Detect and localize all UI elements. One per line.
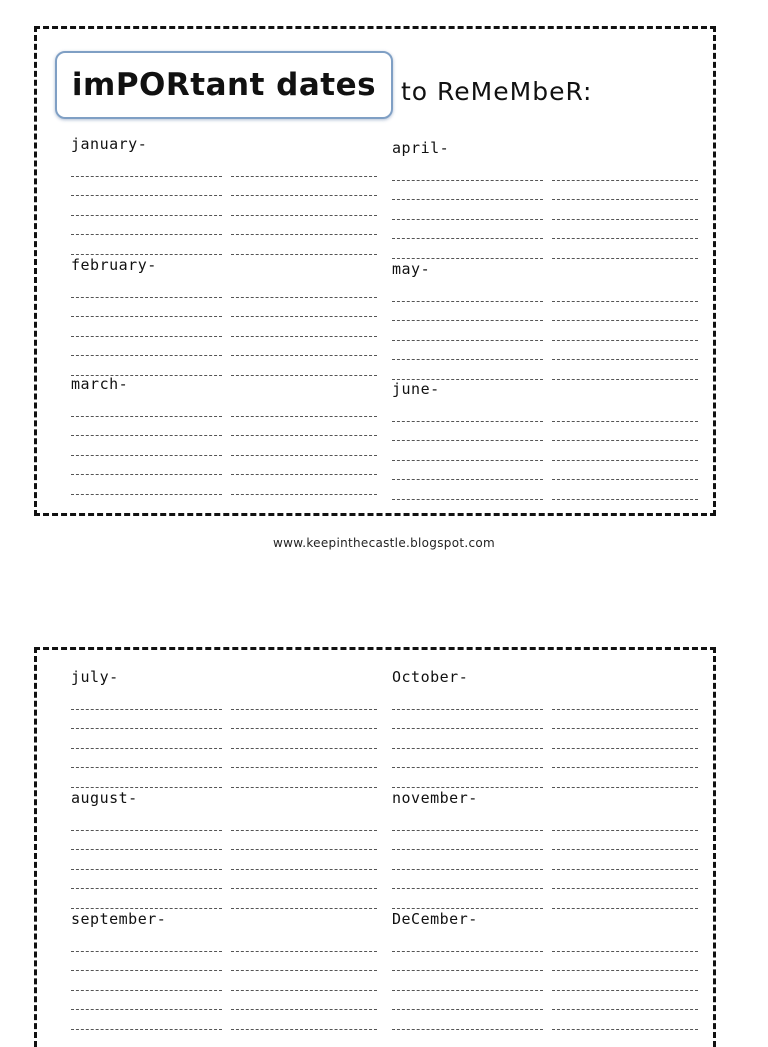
writing-lines <box>392 932 702 1030</box>
writing-lines <box>71 932 381 1030</box>
writing-line-row <box>392 710 702 730</box>
writing-line-row <box>71 889 381 909</box>
writing-line-row <box>71 216 381 236</box>
month-block-april <box>392 139 702 259</box>
month-label-june: june- <box>392 380 440 398</box>
writing-line <box>392 499 543 500</box>
writing-line <box>231 494 377 495</box>
writing-line-row <box>392 1010 702 1030</box>
page-title: imPORtant dates <box>71 67 377 103</box>
footer-url: www.keepinthecastle.blogspot.com <box>272 536 495 550</box>
writing-line-row <box>392 341 702 361</box>
writing-lines <box>392 161 702 259</box>
writing-lines <box>392 282 702 380</box>
writing-line-row <box>392 480 702 500</box>
writing-line-row <box>392 461 702 481</box>
writing-line <box>392 258 543 259</box>
writing-line <box>71 908 222 909</box>
writing-line-row <box>392 952 702 972</box>
month-block-february <box>71 256 381 376</box>
writing-line-row <box>392 729 702 749</box>
writing-line-row <box>71 436 381 456</box>
writing-line <box>552 499 698 500</box>
writing-line-row <box>71 157 381 177</box>
writing-line <box>71 787 222 788</box>
writing-line <box>71 1029 222 1030</box>
writing-line <box>552 908 698 909</box>
writing-line-row <box>392 200 702 220</box>
writing-line <box>71 494 222 495</box>
writing-line-row <box>71 337 381 357</box>
writing-line-row <box>71 710 381 730</box>
writing-line-row <box>71 870 381 890</box>
month-block-may <box>392 260 702 380</box>
writing-line-row <box>71 729 381 749</box>
month-block-july <box>71 668 381 788</box>
writing-line <box>552 787 698 788</box>
month-block-march <box>71 375 381 495</box>
writing-line-row <box>392 402 702 422</box>
writing-line-row <box>71 235 381 255</box>
writing-lines <box>71 397 381 495</box>
month-block-september <box>71 910 381 1030</box>
writing-line-row <box>392 220 702 240</box>
writing-line-row <box>71 971 381 991</box>
writing-lines <box>392 402 702 500</box>
writing-lines <box>71 811 381 909</box>
writing-lines <box>71 690 381 788</box>
writing-line <box>71 254 222 255</box>
writing-line-row <box>392 690 702 710</box>
writing-line-row <box>71 831 381 851</box>
writing-line-row <box>392 161 702 181</box>
writing-line <box>392 787 543 788</box>
writing-line-row <box>71 768 381 788</box>
writing-line-row <box>392 850 702 870</box>
writing-line <box>231 787 377 788</box>
writing-line-row <box>71 690 381 710</box>
month-block-december <box>392 910 702 1030</box>
month-label-november: november- <box>392 789 478 807</box>
writing-line-row <box>71 811 381 831</box>
writing-line <box>552 1029 698 1030</box>
writing-line-row <box>392 768 702 788</box>
writing-line-row <box>71 298 381 318</box>
title-box <box>55 51 393 119</box>
month-label-december: DeCember- <box>392 910 478 928</box>
writing-lines <box>392 690 702 788</box>
writing-line-row <box>71 850 381 870</box>
writing-line <box>552 258 698 259</box>
writing-line-row <box>71 177 381 197</box>
writing-line-row <box>71 317 381 337</box>
writing-line-row <box>71 356 381 376</box>
month-label-march: march- <box>71 375 129 393</box>
writing-line-row <box>392 831 702 851</box>
dates-card-first-half <box>34 26 716 516</box>
month-label-april: april- <box>392 139 450 157</box>
writing-line-row <box>392 889 702 909</box>
month-label-january: january- <box>71 135 148 153</box>
month-label-july: july- <box>71 668 119 686</box>
writing-line <box>231 254 377 255</box>
dates-card-second-half <box>34 647 716 1047</box>
writing-line-row <box>392 181 702 201</box>
writing-line <box>392 1029 543 1030</box>
writing-line-row <box>71 456 381 476</box>
writing-line-row <box>71 397 381 417</box>
writing-line-row <box>71 952 381 972</box>
writing-line-row <box>392 282 702 302</box>
writing-line-row <box>71 1010 381 1030</box>
writing-line-row <box>392 749 702 769</box>
writing-line-row <box>71 475 381 495</box>
writing-lines <box>71 157 381 255</box>
month-block-october <box>392 668 702 788</box>
writing-line-row <box>392 239 702 259</box>
writing-lines <box>392 811 702 909</box>
month-block-august <box>71 789 381 909</box>
month-label-august: august- <box>71 789 138 807</box>
writing-line-row <box>392 441 702 461</box>
writing-line-row <box>392 422 702 442</box>
writing-line <box>231 1029 377 1030</box>
month-block-november <box>392 789 702 909</box>
writing-line-row <box>392 360 702 380</box>
month-label-february: february- <box>71 256 157 274</box>
writing-line-row <box>392 971 702 991</box>
writing-line-row <box>71 278 381 298</box>
writing-line-row <box>392 811 702 831</box>
month-label-october: October- <box>392 668 469 686</box>
writing-line-row <box>392 870 702 890</box>
month-label-september: september- <box>71 910 167 928</box>
month-block-june <box>392 380 702 500</box>
month-label-may: may- <box>392 260 431 278</box>
writing-line-row <box>71 417 381 437</box>
writing-line <box>392 908 543 909</box>
writing-line-row <box>71 932 381 952</box>
writing-line-row <box>71 749 381 769</box>
writing-lines <box>71 278 381 376</box>
month-block-january <box>71 135 381 255</box>
writing-line-row <box>392 321 702 341</box>
writing-line-row <box>392 991 702 1011</box>
writing-line-row <box>71 991 381 1011</box>
writing-line-row <box>392 932 702 952</box>
writing-line-row <box>71 196 381 216</box>
writing-line <box>231 908 377 909</box>
writing-line-row <box>392 302 702 322</box>
title-subtext: to ReMeMbeR: <box>401 77 593 106</box>
